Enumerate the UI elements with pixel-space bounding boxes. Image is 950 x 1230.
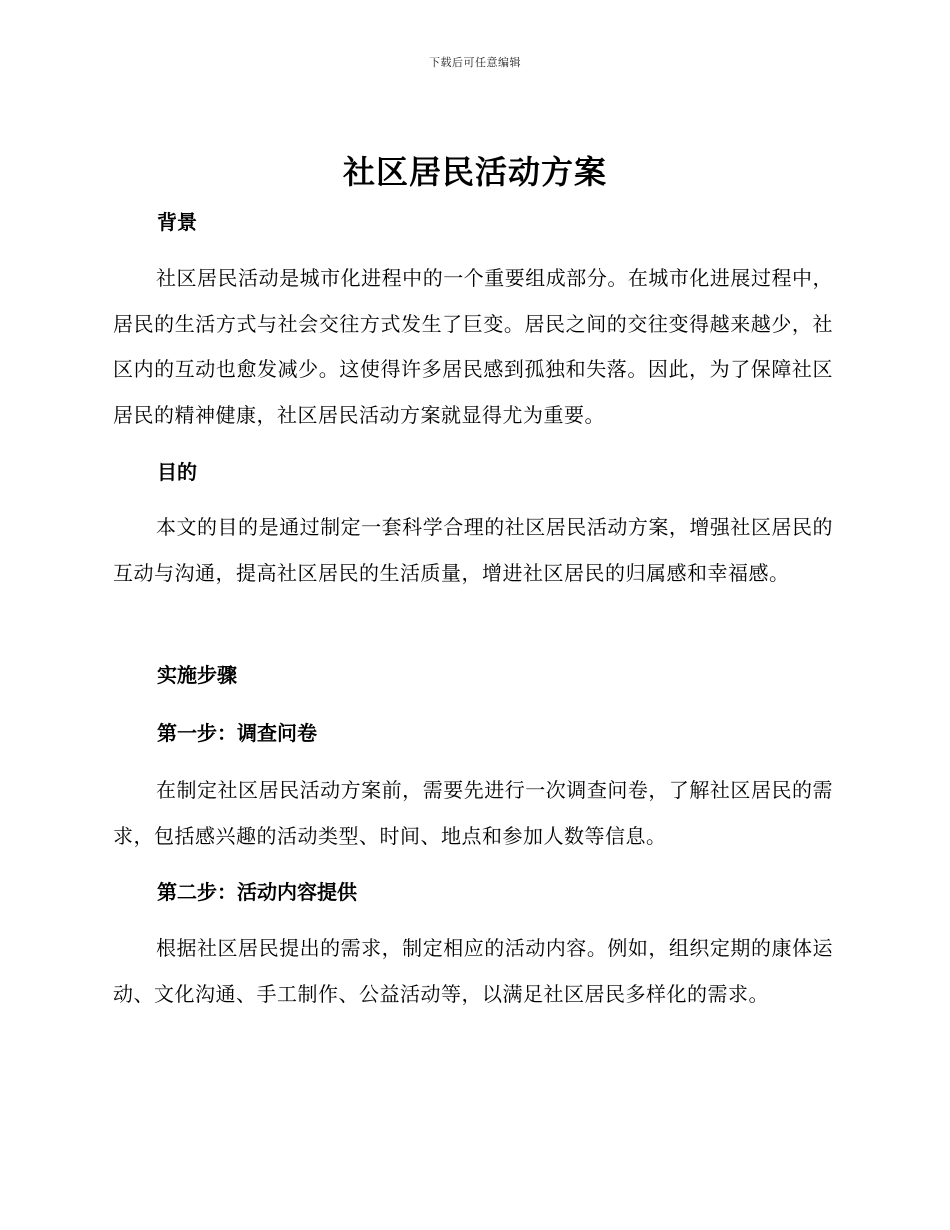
page-header-note: 下载后可任意编辑 [429, 56, 521, 69]
section-paragraph-purpose: 本文的目的是通过制定一套科学合理的社区居民活动方案，增强社区居民的互动与沟通，提高社区居民的生活质量，增进社区居民的归属感和幸福感。 [113, 515, 833, 585]
document-title: 社区居民活动方案 [342, 153, 607, 191]
section-paragraph-step-two: 根据社区居民提出的需求，制定相应的活动内容。例如，组织定期的康体运动、文化沟通、手工制作、公益活动等，以满足社区居民多样化的需求。 [113, 936, 833, 1006]
section-heading-purpose: 目的 [157, 460, 197, 484]
section-heading-step-one: 第一步：调查问卷 [157, 721, 317, 745]
section-paragraph-step-one: 在制定社区居民活动方案前，需要先进行一次调查问卷，了解社区居民的需求，包括感兴趣的活动类型、时间、地点和参加人数等信息。 [113, 778, 833, 848]
section-heading-step-two: 第二步：活动内容提供 [157, 880, 357, 904]
section-heading-background: 背景 [157, 210, 197, 234]
section-paragraph-background: 社区居民活动是城市化进程中的一个重要组成部分。在城市化进展过程中，居民的生活方式与社会交往方式发生了巨变。居民之间的交往变得越来越少，社区内的互动也愈发减少。这使得许多居民感到孤独和失落。因此，为了保障社区居民的精神健康，社区居民活动方案就显得尤为重要。 [113, 266, 833, 427]
section-heading-implementation-steps: 实施步骤 [157, 663, 237, 687]
